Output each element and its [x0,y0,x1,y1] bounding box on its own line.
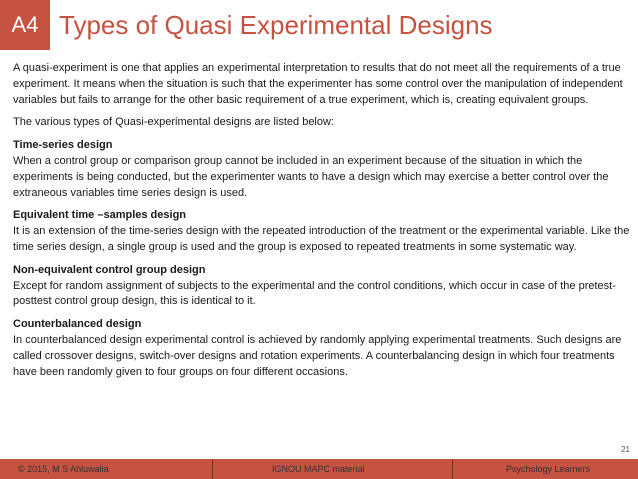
page-number: 21 [621,445,630,454]
footer-copyright: © 2015, M S Ahluwalia [18,464,109,474]
design-heading: Non-equivalent control group design [13,263,206,276]
slide-code-badge: A4 [0,0,50,50]
footer-publisher: Psychology Learners [506,464,591,474]
design-section-time-series [13,138,633,201]
design-heading: Equivalent time –samples design [13,209,187,222]
design-heading: Counterbalanced design [13,318,142,331]
design-description: It is an extension of the time-series design with the repeated introduction of the treatment or the experimental variable. Like the time series design, a single group is used and the group is exposed to repeated treatments in some systematic way. [13,225,630,253]
slide-header [0,0,638,50]
design-description: Except for random assignment of subjects to the experimental and the control conditions, which occur in case of the pretest-posttest control group design, this is identical to it. [13,279,616,308]
lead-paragraph: The various types of Quasi-experimental designs are listed below: [13,116,334,129]
design-section-non-equivalent-control [13,263,633,310]
design-description: When a control group or comparison group cannot be included in an experiment because of the situation in which the experiments is being conducted, but the experimenter wants to have a design which may exercise a better control over the extraneous variables time series design is used. [13,154,609,199]
design-section-counterbalanced [13,317,633,380]
design-section-equivalent-time-samples [13,208,633,255]
intro-paragraph: A quasi-experiment is one that applies an experimental interpretation to results that do not meet all the requirements of a true experiment. It means when the situation is such that the experimenter has some control over the manipulation of independent variables but fails to arrange for the other basic requirement of a true experiment, which is, creating equivalent groups. [13,62,623,106]
design-heading: Time-series design [13,139,113,152]
footer-divider [452,459,453,479]
footer-divider [212,459,213,479]
design-description: In counterbalanced design experimental control is achieved by randomly applying experimental treatments. Such designs are called crossover designs, switch-over designs and rotation experiments. A counterbalancing design in which four treatments have been randomly given to four groups on four different occasions. [13,333,622,378]
slide-body [13,61,633,380]
slide-title: Types of Quasi Experimental Designs [59,10,493,40]
slide-footer [0,459,638,479]
footer-material: IGNOU MAPC material [272,464,365,474]
